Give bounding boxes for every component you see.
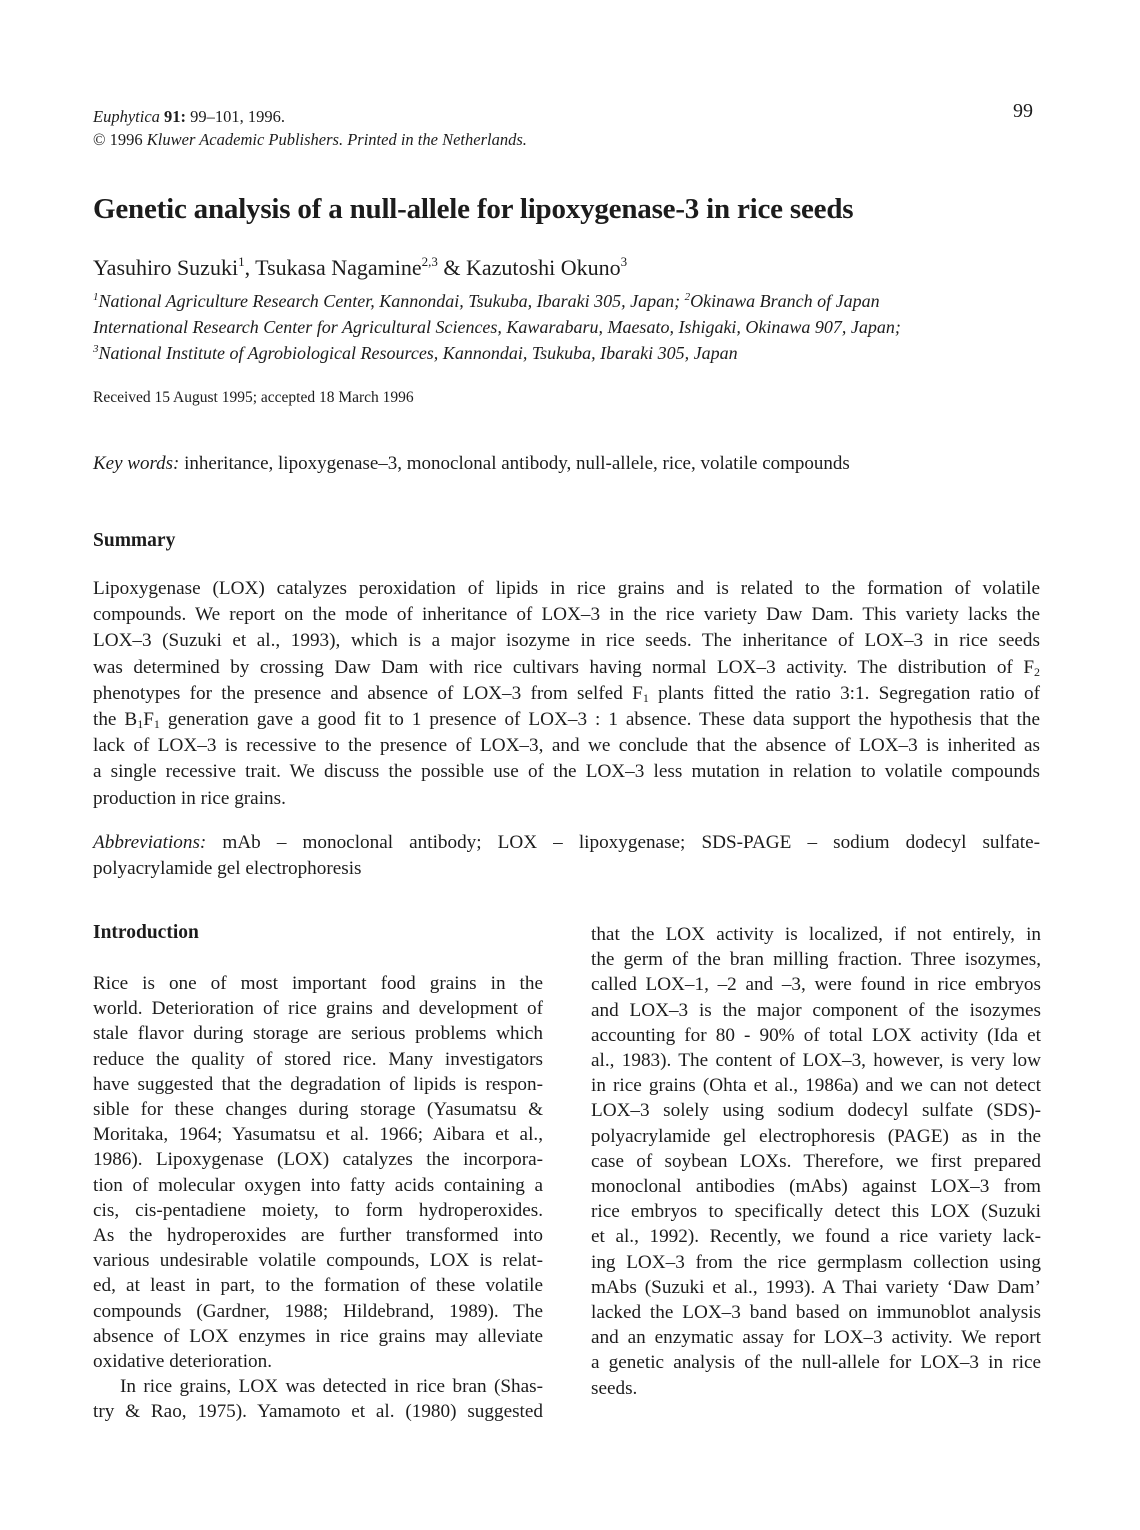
intro-line: oxidative deterioration. bbox=[93, 1351, 273, 1373]
intro-line: Moritaka, 1964; Yasumatsu et al. 1966; Aibara et al., bbox=[93, 1124, 543, 1146]
abbreviations-label: Abbreviations: bbox=[93, 832, 207, 853]
subscript: 2 bbox=[1034, 664, 1040, 679]
intro-line: As the hydroperoxides are further transformed into bbox=[93, 1225, 543, 1247]
author-affil-mark: 2,3 bbox=[421, 254, 438, 269]
intro-line: monoclonal antibodies (mAbs) against LOX–3 from bbox=[591, 1176, 1041, 1198]
intro-line: LOX–3 solely using sodium dodecyl sulfate (SDS)- bbox=[591, 1100, 1041, 1122]
intro-line: lacked the LOX–3 band based on immunoblot analysis bbox=[591, 1302, 1041, 1324]
affiliation-3: National Institute of Agrobiological Resources, Kannondai, Tsukuba, Ibaraki 305, Japan bbox=[98, 343, 738, 363]
intro-line: and LOX–3 is the major component of the isozymes bbox=[591, 999, 1041, 1021]
intro-line: rice embryos to specifically detect this LOX (Suzuki bbox=[591, 1201, 1041, 1223]
author-list bbox=[93, 253, 627, 283]
journal-pages: 99–101, 1996. bbox=[190, 107, 286, 126]
publisher-note: Kluwer Academic Publishers. Printed in the Netherlands. bbox=[146, 130, 527, 149]
intro-line: absence of LOX enzymes in rice grains may alleviate bbox=[93, 1325, 543, 1347]
summary-body bbox=[93, 576, 1040, 812]
intro-line: case of soybean LOXs. Therefore, we first prepared bbox=[591, 1150, 1041, 1172]
introduction-heading: Introduction bbox=[93, 922, 199, 943]
intro-line: ed, at least in part, to the formation of these volatile bbox=[93, 1275, 543, 1297]
affiliation-line bbox=[93, 340, 1053, 366]
journal-name: Euphytica bbox=[93, 107, 160, 126]
author-affil-mark: 1 bbox=[238, 254, 245, 269]
summary-line: lack of LOX–3 is recessive to the presence of LOX–3, and we conclude that the absence of LOX–3 is inherited as bbox=[93, 735, 1040, 757]
intro-line: various undesirable volatile compounds, LOX is relat- bbox=[93, 1250, 543, 1272]
abbreviations-line: polyacrylamide gel electrophoresis bbox=[93, 858, 362, 880]
intro-line: mAbs (Suzuki et al., 1993). A Thai variety ‘Daw Dam’ bbox=[591, 1276, 1041, 1298]
intro-line: that the LOX activity is localized, if not entirely, in bbox=[591, 924, 1041, 945]
intro-line: stale flavor during storage are serious problems which bbox=[93, 1023, 543, 1045]
intro-line: cis, cis-pentadiene moiety, to form hydroperoxides. bbox=[93, 1199, 543, 1221]
intro-line: and an enzymatic assay for LOX–3 activity. We report bbox=[591, 1327, 1041, 1349]
subscript: 1 bbox=[137, 717, 144, 732]
abbreviations-line bbox=[93, 830, 1040, 856]
intro-line: sible for these changes during storage (Yasumatsu & bbox=[93, 1099, 543, 1121]
intro-line: reduce the quality of stored rice. Many investigators bbox=[93, 1048, 543, 1070]
affiliation-line bbox=[93, 288, 1053, 314]
summary-line: LOX–3 (Suzuki et al., 1993), which is a major isozyme in rice seeds. The inheritance of LOX–3 in rice seeds bbox=[93, 630, 1040, 652]
intro-line: ing LOX–3 from the rice germplasm collection using bbox=[591, 1251, 1041, 1273]
intro-line: accounting for 80 - 90% of total LOX activity (Ida et bbox=[591, 1024, 1041, 1046]
introduction-column-right bbox=[591, 922, 1041, 1401]
keywords bbox=[93, 453, 850, 475]
subscript: 1 bbox=[642, 690, 649, 705]
affiliation-1: National Agriculture Research Center, Kannondai, Tsukuba, Ibaraki 305, Japan; bbox=[98, 291, 685, 311]
journal-volume: 91: bbox=[164, 107, 187, 126]
journal-header bbox=[93, 105, 527, 151]
keywords-text: inheritance, lipoxygenase–3, monoclonal antibody, null-allele, rice, volatile compounds bbox=[179, 453, 850, 474]
keywords-label: Key words: bbox=[93, 453, 180, 474]
intro-line: compounds (Gardner, 1988; Hildebrand, 1989). The bbox=[93, 1300, 543, 1322]
summary-text: generation gave a good fit to 1 presence of LOX–3 : 1 absence. These data support the hypothesis that the bbox=[159, 709, 1040, 731]
intro-line: 1986). Lipoxygenase (LOX) catalyzes the incorpora- bbox=[93, 1149, 543, 1171]
summary-text: was determined by crossing Daw Dam with rice cultivars having normal LOX–3 activity. The distribution of F bbox=[93, 656, 1034, 678]
received-dates: Received 15 August 1995; accepted 18 March 1996 bbox=[93, 389, 414, 406]
intro-line: a genetic analysis of the null-allele for LOX–3 in rice bbox=[591, 1352, 1041, 1374]
abbreviations bbox=[93, 830, 1040, 882]
intro-line: have suggested that the degradation of lipids is respon- bbox=[93, 1073, 543, 1095]
summary-line: production in rice grains. bbox=[93, 787, 286, 809]
intro-line: polyacrylamide gel electrophoresis (PAGE) as in the bbox=[591, 1125, 1041, 1147]
summary-line bbox=[93, 707, 1040, 733]
summary-line: compounds. We report on the mode of inheritance of LOX–3 in the rice variety Daw Dam. This variety lacks the bbox=[93, 604, 1040, 626]
intro-line: seeds. bbox=[591, 1377, 638, 1399]
intro-line: the germ of the bran milling fraction. Three isozymes, bbox=[591, 949, 1041, 971]
journal-citation bbox=[93, 105, 527, 128]
author-name: Yasuhiro Suzuki bbox=[93, 255, 239, 280]
summary-line: a single recessive trait. We discuss the possible use of the LOX–3 less mutation in relation to volatile compounds bbox=[93, 761, 1040, 783]
intro-line: called LOX–1, –2 and –3, were found in rice embryos bbox=[591, 974, 1041, 996]
summary-line: Lipoxygenase (LOX) catalyzes peroxidation of lipids in rice grains and is related to the formation of volatile bbox=[93, 578, 1040, 599]
author-affil-mark: 3 bbox=[620, 254, 628, 269]
intro-line: try & Rao, 1975). Yamamoto et al. (1980) suggested bbox=[93, 1401, 543, 1423]
affiliation-2: Okinawa Branch of Japan bbox=[690, 291, 880, 311]
abbreviations-text: mAb – monoclonal antibody; LOX – lipoxygenase; SDS-PAGE – sodium dodecyl sulfate- bbox=[206, 832, 1040, 853]
intro-line: et al., 1992). Recently, we found a rice variety lack- bbox=[591, 1226, 1041, 1248]
copyright-line bbox=[93, 128, 527, 151]
paper-title: Genetic analysis of a null-allele for lipoxygenase-3 in rice seeds bbox=[93, 193, 854, 225]
summary-line bbox=[93, 681, 1040, 707]
summary-text: phenotypes for the presence and absence of LOX–3 from selfed F bbox=[93, 682, 643, 704]
intro-line: tion of molecular oxygen into fatty acids containing a bbox=[93, 1174, 543, 1196]
author-name: & Kazutoshi Okuno bbox=[437, 255, 621, 280]
summary-text: F bbox=[143, 709, 154, 731]
summary-line bbox=[93, 655, 1040, 681]
intro-line: world. Deterioration of rice grains and development of bbox=[93, 998, 543, 1020]
introduction-column-left bbox=[93, 971, 543, 1425]
intro-line: al., 1983). The content of LOX–3, however, is very low bbox=[591, 1050, 1041, 1072]
summary-text: the B bbox=[93, 709, 138, 731]
affiliations bbox=[93, 288, 1053, 366]
author-name: , Tsukasa Nagamine bbox=[244, 255, 422, 280]
page-number: 99 bbox=[1013, 100, 1033, 122]
summary-text: plants fitted the ratio 3:1. Segregation ratio of bbox=[648, 682, 1040, 704]
intro-line: In rice grains, LOX was detected in rice bran (Shas- bbox=[120, 1376, 543, 1398]
intro-line: in rice grains (Ohta et al., 1986a) and we can not detect bbox=[591, 1075, 1041, 1097]
copyright-mark: © 1996 bbox=[93, 130, 143, 149]
subscript: 1 bbox=[153, 717, 160, 732]
summary-heading: Summary bbox=[93, 530, 176, 551]
intro-line: Rice is one of most important food grains in the bbox=[93, 973, 543, 994]
affiliation-line: International Research Center for Agricultural Sciences, Kawarabaru, Maesato, Ishigaki, Okinawa 907, Japan; bbox=[93, 317, 901, 337]
affil-mark: 3 bbox=[93, 343, 99, 355]
affil-mark: 1 bbox=[93, 291, 99, 303]
affil-mark: 2 bbox=[684, 291, 691, 303]
